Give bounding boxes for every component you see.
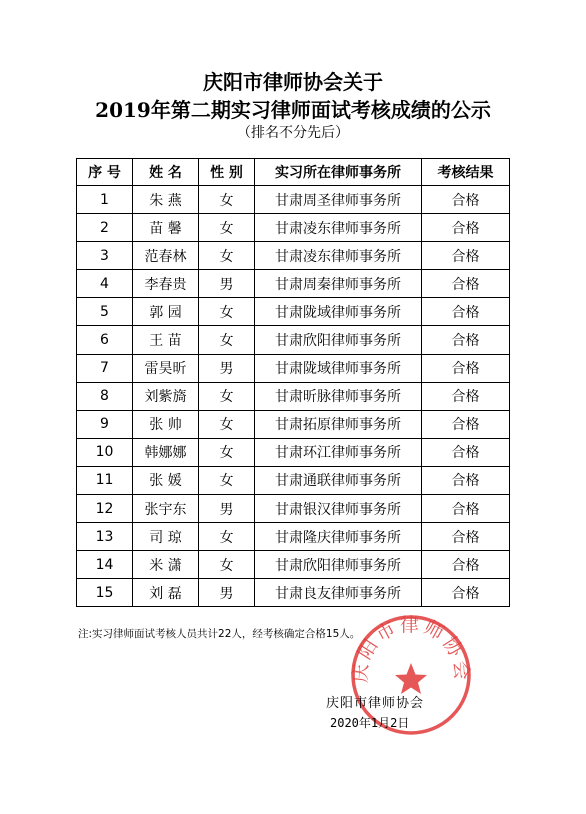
cell-index: 5: [77, 298, 133, 326]
cell-result: 合格: [422, 186, 510, 214]
cell-index: 14: [77, 551, 133, 579]
cell-index: 10: [77, 438, 133, 466]
table-row: [77, 298, 510, 326]
cell-gender: 女: [199, 466, 255, 494]
cell-gender: 女: [199, 523, 255, 551]
table-row: [77, 354, 510, 382]
cell-index: 3: [77, 242, 133, 270]
cell-name: 苗 馨: [133, 214, 199, 242]
table-header-row: [77, 159, 510, 186]
document-subtitle: （排名不分先后）: [237, 125, 349, 141]
cell-name: 朱 燕: [133, 186, 199, 214]
cell-law-firm: 甘肃陇域律师事务所: [255, 354, 422, 382]
cell-name: 韩娜娜: [133, 438, 199, 466]
cell-gender: 女: [199, 438, 255, 466]
cell-name: 王 苗: [133, 326, 199, 354]
cell-law-firm: 甘肃拓原律师事务所: [255, 410, 422, 438]
table-row: [77, 523, 510, 551]
cell-result: 合格: [422, 354, 510, 382]
cell-gender: 男: [199, 495, 255, 523]
cell-name: 张宇东: [133, 495, 199, 523]
cell-index: 9: [77, 410, 133, 438]
document-title-line-1: 庆阳市律师协会关于: [203, 70, 383, 94]
cell-result: 合格: [422, 298, 510, 326]
seal-star-icon: [395, 663, 427, 694]
header-result: 考核结果: [422, 159, 510, 186]
cell-index: 1: [77, 186, 133, 214]
cell-gender: 女: [199, 410, 255, 438]
cell-name: 刘紫旖: [133, 382, 199, 410]
table-row: [77, 270, 510, 298]
table-row: [77, 242, 510, 270]
cell-result: 合格: [422, 438, 510, 466]
signature-date: 2020年1月2日: [330, 716, 410, 730]
table-body: [77, 186, 510, 607]
table-row: [77, 579, 510, 607]
cell-index: 4: [77, 270, 133, 298]
cell-gender: 女: [199, 382, 255, 410]
table-row: [77, 326, 510, 354]
cell-index: 11: [77, 466, 133, 494]
cell-index: 7: [77, 354, 133, 382]
cell-index: 12: [77, 495, 133, 523]
cell-name: 刘 磊: [133, 579, 199, 607]
cell-index: 2: [77, 214, 133, 242]
header-index: 序 号: [77, 159, 133, 186]
cell-gender: 女: [199, 186, 255, 214]
cell-result: 合格: [422, 551, 510, 579]
cell-law-firm: 甘肃欣阳律师事务所: [255, 551, 422, 579]
cell-law-firm: 甘肃陇域律师事务所: [255, 298, 422, 326]
cell-law-firm: 甘肃凌东律师事务所: [255, 214, 422, 242]
table-row: [77, 186, 510, 214]
cell-result: 合格: [422, 410, 510, 438]
header-law-firm: 实习所在律师事务所: [255, 159, 422, 186]
cell-law-firm: 甘肃周圣律师事务所: [255, 186, 422, 214]
cell-index: 6: [77, 326, 133, 354]
cell-law-firm: 甘肃凌东律师事务所: [255, 242, 422, 270]
table-row: [77, 410, 510, 438]
cell-law-firm: 甘肃银汉律师事务所: [255, 495, 422, 523]
cell-index: 15: [77, 579, 133, 607]
cell-gender: 男: [199, 354, 255, 382]
cell-name: 李春贵: [133, 270, 199, 298]
table-row: [77, 495, 510, 523]
table-row: [77, 382, 510, 410]
cell-law-firm: 甘肃良友律师事务所: [255, 579, 422, 607]
table-row: [77, 438, 510, 466]
cell-gender: 女: [199, 551, 255, 579]
footnote: 注:实习律师面试考核人员共计22人，经考核确定合格15人。: [78, 628, 361, 640]
document-title-line-2: 2019年第二期实习律师面试考核成绩的公示: [95, 98, 491, 122]
table-row: [77, 551, 510, 579]
cell-name: 张 帅: [133, 410, 199, 438]
cell-result: 合格: [422, 382, 510, 410]
cell-law-firm: 甘肃隆庆律师事务所: [255, 523, 422, 551]
cell-law-firm: 甘肃周秦律师事务所: [255, 270, 422, 298]
cell-name: 米 潇: [133, 551, 199, 579]
cell-law-firm: 甘肃昕脉律师事务所: [255, 382, 422, 410]
header-name: 姓 名: [133, 159, 199, 186]
cell-name: 郭 园: [133, 298, 199, 326]
signature-organization: 庆阳市律师协会: [326, 696, 425, 711]
cell-result: 合格: [422, 270, 510, 298]
cell-index: 8: [77, 382, 133, 410]
cell-result: 合格: [422, 466, 510, 494]
cell-law-firm: 甘肃通联律师事务所: [255, 466, 422, 494]
cell-gender: 女: [199, 242, 255, 270]
seal-text: 庆阳市律师协会: [349, 614, 473, 684]
cell-gender: 男: [199, 270, 255, 298]
cell-gender: 女: [199, 298, 255, 326]
table-row: [77, 214, 510, 242]
cell-index: 13: [77, 523, 133, 551]
cell-law-firm: 甘肃欣阳律师事务所: [255, 326, 422, 354]
cell-result: 合格: [422, 495, 510, 523]
cell-result: 合格: [422, 242, 510, 270]
table-row: [77, 466, 510, 494]
cell-result: 合格: [422, 579, 510, 607]
results-table: [76, 158, 510, 607]
cell-result: 合格: [422, 326, 510, 354]
cell-gender: 女: [199, 214, 255, 242]
cell-gender: 女: [199, 326, 255, 354]
cell-law-firm: 甘肃环江律师事务所: [255, 438, 422, 466]
cell-name: 张 媛: [133, 466, 199, 494]
cell-result: 合格: [422, 523, 510, 551]
header-gender: 性 别: [199, 159, 255, 186]
cell-result: 合格: [422, 214, 510, 242]
cell-name: 司 琼: [133, 523, 199, 551]
cell-name: 雷昊昕: [133, 354, 199, 382]
cell-gender: 男: [199, 579, 255, 607]
cell-name: 范春林: [133, 242, 199, 270]
